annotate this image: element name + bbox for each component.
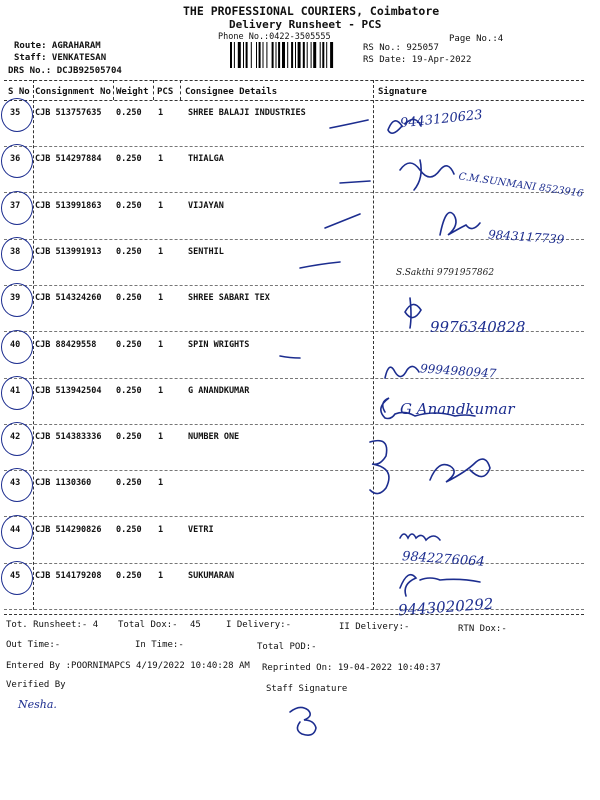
phone-number: Phone No.:0422-3505555 [218, 32, 331, 42]
page-number: Page No.:4 [449, 34, 504, 44]
col-header-consignment: Consignment No [35, 87, 111, 97]
row-sno: 43 [10, 478, 21, 488]
row-consignment: CJB 513757635 [35, 108, 102, 118]
handwritten-note: 9976340828 [430, 318, 526, 336]
sheet-title: Delivery Runsheet - PCS [229, 18, 382, 31]
row-pcs: 1 [158, 247, 164, 257]
tot-runsheet: Tot. Runsheet:- 4 [6, 620, 99, 630]
col-header-consignee: Consignee Details [185, 87, 278, 97]
tick-mark [340, 181, 370, 183]
row-consignment: CJB 514179208 [35, 571, 102, 581]
row-consignment: CJB 513991913 [35, 247, 102, 257]
rtn-dox: RTN Dox:- [458, 624, 507, 634]
staff: Staff: VENKATESAN [14, 53, 107, 63]
rs-number: RS No.: 925057 [363, 43, 439, 53]
tick-mark [325, 214, 360, 228]
row-consignee: SHREE BALAJI INDUSTRIES [188, 108, 306, 118]
row-pcs: 1 [158, 571, 164, 581]
reprinted-on: Reprinted On: 19-04-2022 10:40:37 [262, 663, 441, 673]
row-pcs: 1 [158, 386, 164, 396]
rs-date: RS Date: 19-Apr-2022 [363, 55, 472, 65]
row-consignee: SUKUMARAN [188, 571, 235, 581]
row-weight: 0.250 [116, 108, 142, 118]
row-weight: 0.250 [116, 571, 142, 581]
signature-37 [440, 213, 480, 236]
row-consignment: CJB 514290826 [35, 525, 102, 535]
drs-number: DRS No.: DCJB92505704 [8, 66, 122, 76]
row-pcs: 1 [158, 293, 164, 303]
col-header-signature: Signature [378, 87, 427, 97]
col-header-pcs: PCS [157, 87, 174, 97]
handwritten-note: S.Sakthi 9791957862 [396, 268, 495, 278]
row-sno: 41 [10, 386, 21, 396]
row-weight: 0.250 [116, 340, 142, 350]
col-header-weight: Weight [116, 87, 149, 97]
handwritten-note: 9443120623 [399, 107, 484, 132]
row-pcs: 1 [158, 478, 164, 488]
row-pcs: 1 [158, 340, 164, 350]
row-consignment: CJB 513942504 [35, 386, 102, 396]
row-weight: 0.250 [116, 386, 142, 396]
row-weight: 0.250 [116, 478, 142, 488]
footer-divider [4, 614, 584, 615]
total-dox-label: Total Dox:- [118, 620, 178, 630]
out-time: Out Time:- [6, 640, 61, 650]
row-weight: 0.250 [116, 247, 142, 257]
tick-mark [330, 120, 368, 128]
row-pcs: 1 [158, 201, 164, 211]
row-sno: 42 [10, 432, 21, 442]
row-pcs: 1 [158, 108, 164, 118]
row-consignee: G ANANDKUMAR [188, 386, 250, 396]
row-consignment: CJB 88429558 [35, 340, 97, 350]
col-header-sno: S No [8, 87, 30, 97]
row-consignee: SHREE SABARI TEX [188, 293, 270, 303]
row-sno: 40 [10, 340, 21, 350]
signature-44 [400, 534, 440, 540]
entered-by: Entered By :POORNIMAPCS 4/19/2022 10:40:28 AM [6, 661, 250, 671]
signature-45 [400, 575, 480, 596]
staff-signature-label: Staff Signature [266, 684, 348, 694]
row-weight: 0.250 [116, 201, 142, 211]
verifier-signature: Nesha. [18, 698, 57, 711]
row-sno: 38 [10, 247, 21, 257]
in-time: In Time:- [135, 640, 184, 650]
row-consignment: CJB 514383336 [35, 432, 102, 442]
row-consignee: VIJAYAN [188, 201, 224, 211]
row-consignment: CJB 1130360 [35, 478, 92, 488]
route: Route: AGRAHARAM [14, 41, 101, 51]
signature-40 [385, 366, 419, 378]
row-consignee: NUMBER ONE [188, 432, 240, 442]
row-pcs: 1 [158, 525, 164, 535]
row-weight: 0.250 [116, 432, 142, 442]
row-weight: 0.250 [116, 154, 142, 164]
ii-delivery: II Delivery:- [339, 622, 410, 632]
total-pod: Total POD:- [257, 642, 317, 652]
company-title: THE PROFESSIONAL COURIERS, Coimbatore [183, 4, 440, 18]
row-pcs: 1 [158, 154, 164, 164]
tick-mark [300, 262, 340, 268]
row-sno: 44 [10, 525, 21, 535]
staff-signature-mark [290, 707, 316, 735]
tick-mark [280, 356, 300, 358]
row-sno: 37 [10, 201, 21, 211]
row-consignment: CJB 514297884 [35, 154, 102, 164]
row-consignee: VETRI [188, 525, 214, 535]
row-weight: 0.250 [116, 525, 142, 535]
signature-36 [400, 160, 454, 190]
row-sno: 36 [10, 154, 21, 164]
total-dox-value: 45 [190, 620, 201, 630]
signature-42b [430, 459, 490, 482]
row-sno: 39 [10, 293, 21, 303]
handwritten-note: 9842276064 [401, 549, 486, 570]
handwritten-note: 9843117739 [487, 227, 565, 247]
verified-by: Verified By [6, 680, 66, 690]
row-sno: 45 [10, 571, 21, 581]
row-pcs: 1 [158, 432, 164, 442]
row-consignment: CJB 513991863 [35, 201, 102, 211]
row-consignee: THIALGA [188, 154, 224, 164]
row-consignee: SPIN WRIGHTS [188, 340, 250, 350]
i-delivery: I Delivery:- [226, 620, 292, 630]
signature-39 [405, 298, 421, 328]
row-consignment: CJB 514324260 [35, 293, 102, 303]
handwritten-note: C.M.SUNMANI 8523916 [457, 171, 584, 200]
handwritten-note: 9443020292 [397, 594, 494, 620]
handwritten-note: G Anandkumar [400, 400, 515, 418]
signature-42 [370, 441, 389, 494]
row-weight: 0.250 [116, 293, 142, 303]
row-sno: 35 [10, 108, 21, 118]
row-consignee: SENTHIL [188, 247, 224, 257]
handwritten-note: 9994980947 [419, 361, 497, 381]
